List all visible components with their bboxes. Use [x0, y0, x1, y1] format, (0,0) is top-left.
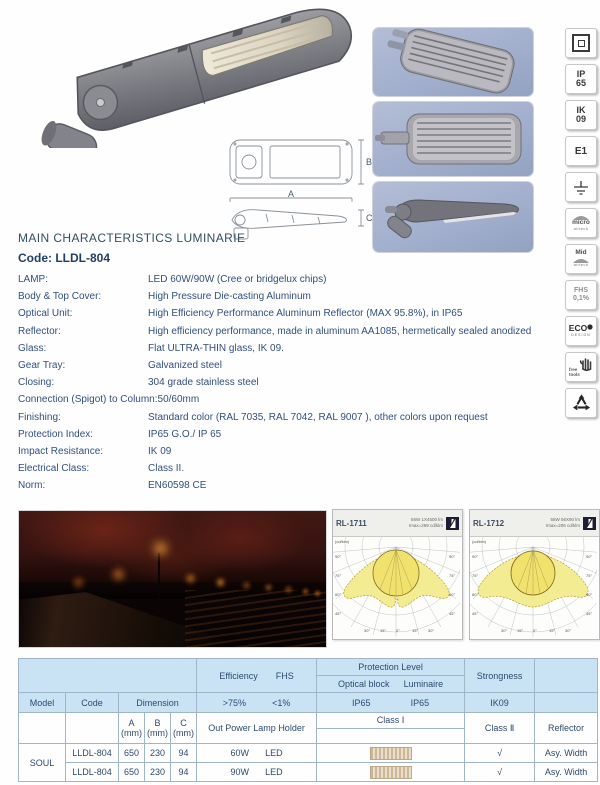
table-corner-cell [19, 659, 197, 693]
angle-label: 45° [472, 611, 479, 616]
spec-label: Optical Unit: [18, 308, 73, 320]
spec-label: Body & Top Cover: [18, 291, 102, 303]
angle-label: 15° [517, 628, 524, 633]
spec-row-electrical-class [18, 460, 558, 477]
ik09-icon: IK 09 [565, 100, 597, 130]
angle-label: 75° [472, 573, 479, 578]
spec-row-reflector [18, 323, 558, 340]
reflector-header: Reflector [535, 713, 598, 744]
spec-table [18, 658, 598, 782]
dim-c-cell: 94 [171, 744, 197, 763]
table-row [19, 763, 598, 782]
spec-value: EN60598 CE [148, 480, 207, 492]
brand-logo-icon [446, 517, 459, 530]
angle-label: 15° [412, 628, 419, 633]
spec-value: High Pressure Die-casting Aluminum [148, 291, 311, 303]
unit-label: (cd/klm) [335, 539, 350, 544]
spec-row-body-top-cover [18, 288, 558, 305]
optical-luminaire-header: Optical block Luminaire [317, 676, 465, 693]
streetlight-illustration [10, 6, 370, 148]
angle-label: 75° [586, 573, 593, 578]
spec-label: Closing: [18, 377, 55, 389]
angle-label: 60° [472, 592, 479, 597]
recycle-icon [565, 388, 597, 418]
code-cell: LLDL-804 [66, 763, 119, 782]
angle-label: 90° [472, 554, 479, 559]
class1-header: Class Ⅰ [317, 713, 465, 744]
angle-label: 90° [335, 554, 342, 559]
dim-b-header: B (mm) [145, 713, 171, 744]
angle-label: 0° [533, 628, 537, 633]
spec-value: Flat ULTRA-THIN glass, IK 09. [148, 342, 284, 354]
angle-label: 30° [364, 628, 371, 633]
dim-c-cell: 94 [171, 763, 197, 782]
angle-label: 45° [335, 611, 342, 616]
photometric-header [470, 510, 599, 537]
spec-value: Class II. [148, 463, 185, 475]
gallery-photo-top-flat [373, 102, 533, 176]
dim-label-a: A [288, 189, 295, 199]
angle-label: 45° [586, 611, 593, 616]
product-thumbnail [317, 744, 465, 763]
spec-row-glass [18, 340, 558, 357]
diagram-id: RL-1711 [336, 518, 367, 528]
mid-airtech-logo: Mid airtech [565, 244, 597, 274]
angle-label: 60° [335, 592, 342, 597]
product-code-heading: Code: LLDL-804 [18, 251, 111, 265]
product-thumbnail [317, 763, 465, 782]
lamp-cell: 60W LED [197, 744, 317, 763]
dimension-header: Dimension [119, 693, 197, 713]
angle-label: 15° [549, 628, 556, 633]
hero-product-photo [10, 6, 370, 148]
table-row [19, 744, 598, 763]
spec-label: Protection Index: [18, 428, 94, 440]
spec-row-impact-resistance [18, 443, 558, 460]
technical-drawing [226, 134, 376, 240]
model-header: Model [19, 693, 66, 713]
angle-label: 45° [449, 611, 456, 616]
spec-row-connection [18, 391, 558, 408]
reflector-col-blank [535, 659, 598, 693]
spec-value: Galvanized steel [148, 360, 222, 372]
angle-label: 90° [449, 554, 456, 559]
spec-value: High Efficiency Performance Aluminum Reflector (MAX 95.8%), in IP65 [148, 308, 463, 320]
reflector-cell: Asy. Width [535, 763, 598, 782]
reflector-col-blank2 [535, 693, 598, 713]
angle-label: 30° [565, 628, 572, 633]
code-header: Code [66, 693, 119, 713]
ik09-header: IK09 [465, 693, 535, 713]
ip-ratings-header: IP65 IP65 [317, 693, 465, 713]
spec-value: 304 grade stainless steel [148, 377, 259, 389]
spec-label: Glass: [18, 342, 47, 354]
photometric-header [333, 510, 462, 537]
lamp-cell: 90W LED [197, 763, 317, 782]
angle-label: 0° [396, 628, 400, 633]
eco-design-logo: ECO DESIGN [565, 316, 597, 346]
diagram-spec: 56W 1X4500 lm Imax=269 cd/klm [408, 517, 443, 528]
angle-label: 30° [428, 628, 435, 633]
code-cell: LLDL-804 [66, 744, 119, 763]
out-power-header: Out Power Lamp Holder [197, 713, 317, 744]
angle-label: 15° [380, 628, 387, 633]
code-blank-cell [66, 713, 119, 744]
spec-label: Reflector: [18, 325, 61, 337]
check-cell: √ [465, 744, 535, 763]
spec-value: LED 60W/90W (Cree or bridgelux chips) [148, 274, 327, 286]
spec-label: Finishing: [18, 411, 61, 423]
angle-label: 75° [335, 573, 342, 578]
product-gallery [373, 28, 533, 252]
angle-label: 60° [449, 592, 456, 597]
micro-airtech-logo: micro airtech [565, 208, 597, 238]
angle-label: 30° [501, 628, 508, 633]
efficiency-fhs-header: Efficiency FHS [197, 659, 317, 693]
dim-label-b: B [366, 157, 373, 167]
spec-row-finishing [18, 409, 558, 426]
spec-row-lamp [18, 271, 558, 288]
spec-row-protection-index [18, 426, 558, 443]
spec-label: Norm: [18, 480, 46, 492]
spec-value: IK 09 [148, 445, 172, 457]
photometric-card-2 [469, 509, 600, 640]
dim-b-cell: 230 [145, 744, 171, 763]
e1-icon: E1 [565, 136, 597, 166]
spec-label: LAMP: [18, 274, 49, 286]
dimension-drawings [226, 134, 376, 240]
fhs-icon: FHS 0,1% [565, 280, 597, 310]
gallery-photo-top-angled [373, 28, 533, 96]
diagram-spec: 56W 56X90 lm Imax=206 cd/klm [545, 517, 580, 528]
reflector-cell: Asy. Width [535, 744, 598, 763]
spec-row-optical-unit [18, 305, 558, 322]
gallery-photo-side [373, 182, 533, 252]
model-cell: SOUL [19, 744, 66, 782]
angle-label: 90° [586, 554, 593, 559]
dim-b-cell: 230 [145, 763, 171, 782]
diagram-id: RL-1712 [473, 518, 505, 528]
ip65-icon: IP 65 [565, 64, 597, 94]
polar-diagram [470, 537, 597, 638]
efficiency-values-header: >75% <1% [197, 693, 317, 713]
photometric-card-1 [332, 509, 463, 640]
spec-value: IP65 G.O./ IP 65 [148, 428, 222, 440]
class-ii-insulation-icon [565, 28, 597, 58]
dim-label-c: C [366, 213, 373, 223]
spec-list [18, 271, 558, 494]
class2-header: Class Ⅱ [465, 713, 535, 744]
free-tools-icon: free tools [565, 352, 597, 382]
dim-a-cell: 650 [119, 763, 145, 782]
protection-level-header: Protection Level [317, 659, 465, 676]
spec-label: Connection (Spigot) to Column: [18, 394, 158, 406]
spec-label: Electrical Class: [18, 463, 90, 475]
spec-value: High efficiency performance, made in aluminum AA1085, hermetically sealed anodized [148, 325, 532, 337]
earth-ground-icon [565, 172, 597, 202]
unit-label: (cd/klm) [472, 539, 487, 544]
polar-diagram [333, 537, 460, 638]
spec-label: Gear Tray: [18, 360, 66, 372]
check-cell: √ [465, 763, 535, 782]
dim-a-header: A (mm) [119, 713, 145, 744]
spec-value: Standard color (RAL 7035, RAL 7042, RAL 9007 ), other colors upon request [148, 411, 488, 423]
page-title: MAIN CHARACTERISTICS LUMINARIE [18, 231, 246, 245]
spec-value: 50/60mm [157, 394, 200, 406]
spec-label: Impact Resistance: [18, 445, 104, 457]
angle-label: 60° [586, 592, 593, 597]
spec-row-closing [18, 374, 558, 391]
angle-label: 75° [449, 573, 456, 578]
spec-row-norm [18, 477, 558, 494]
model-blank-cell [19, 713, 66, 744]
certification-sidebar [565, 28, 597, 418]
night-street-photo [18, 510, 327, 648]
strongness-header: Strongness [465, 659, 535, 693]
spec-row-gear-tray [18, 357, 558, 374]
brand-logo-icon [583, 517, 596, 530]
dim-c-header: C (mm) [171, 713, 197, 744]
dim-a-cell: 650 [119, 744, 145, 763]
